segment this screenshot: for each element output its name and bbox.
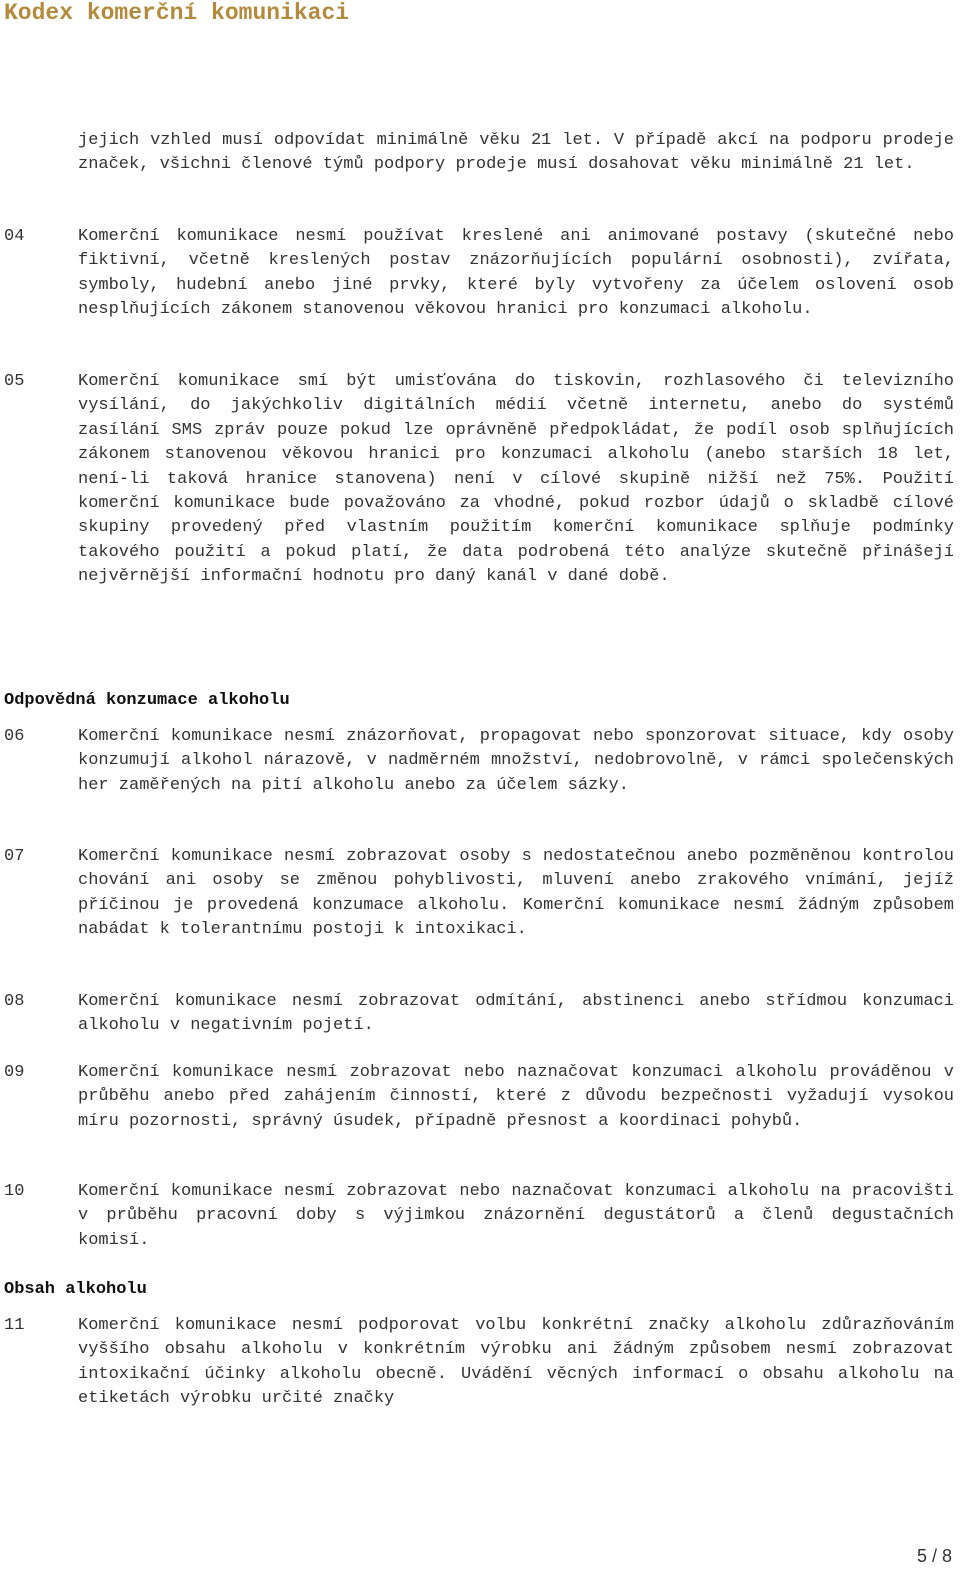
paragraph-text: jejich vzhled musí odpovídat minimálně věku 21 let. V případě akcí na podporu prodeje značek, všichni členové týmů podpory prodeje musí dosahovat věku minimálně 21 let. <box>78 131 954 175</box>
paragraph-number: 08 <box>4 992 25 1011</box>
paragraph-04 <box>4 225 954 323</box>
paragraph-number: 10 <box>4 1182 25 1201</box>
paragraph-text: Komerční komunikace nesmí používat kreslené ani animované postavy (skutečné nebo fiktivní, včetně kreslených postav znázorňujících populární osobnosti), zvířata, symboly, hudební anebo jiné prvky, které byly vytvořeny za účelem oslovení osob nesplňujících zákonem stanovenou věkovou hranici pro konzumaci alkoholu. <box>78 227 954 320</box>
paragraph-text: Komerční komunikace nesmí podporovat volbu konkrétní značky alkoholu zdůrazňováním vyššího obsahu alkoholu v konkrétním výrobku ani žádným způsobem nesmí zobrazovat intoxikační účinky alkoholu obecně. Uvádění věcných informací o obsahu alkoholu na etiketách výrobku určité značky <box>78 1316 954 1409</box>
paragraph-07 <box>4 845 954 943</box>
paragraph-05 <box>4 370 954 590</box>
paragraph-number: 04 <box>4 227 25 246</box>
paragraph-intro-continuation <box>4 129 954 178</box>
paragraph-text: Komerční komunikace nesmí znázorňovat, propagovat nebo sponzorovat situace, kdy osoby konzumují alkohol nárazově, v nadměrném množství, nedobrovolně, v rámci společenských her zaměřených na pití alkoholu anebo za účelem sázky. <box>78 727 954 795</box>
paragraph-text: Komerční komunikace nesmí zobrazovat nebo naznačovat konzumaci alkoholu prováděnou v průběhu anebo před zahájením činností, které z důvodu bezpečnosti vyžadují vysokou míru pozornosti, správný úsudek, případně přesnost a koordinaci pohybů. <box>78 1063 954 1131</box>
paragraph-text: Komerční komunikace nesmí zobrazovat odmítání, abstinenci anebo střídmou konzumaci alkoholu v negativním pojetí. <box>78 992 954 1036</box>
paragraph-06 <box>4 725 954 798</box>
paragraph-10 <box>4 1180 954 1253</box>
page-number: 5 / 8 <box>916 1546 952 1566</box>
paragraph-number: 06 <box>4 727 25 746</box>
section-heading-responsible-consumption: Odpovědná konzumace alkoholu <box>4 691 290 710</box>
paragraph-09 <box>4 1061 954 1134</box>
paragraph-number: 09 <box>4 1063 25 1082</box>
section-heading-alcohol-content: Obsah alkoholu <box>4 1280 147 1299</box>
paragraph-text: Komerční komunikace nesmí zobrazovat nebo naznačovat konzumaci alkoholu na pracovišti v průběhu pracovní doby s výjimkou znázornění degustátorů a členů degustačních komisí. <box>78 1182 954 1250</box>
paragraph-number: 05 <box>4 372 25 391</box>
paragraph-08 <box>4 990 954 1039</box>
paragraph-11 <box>4 1314 954 1412</box>
paragraph-number: 07 <box>4 847 25 866</box>
paragraph-number: 11 <box>4 1316 25 1335</box>
paragraph-text: Komerční komunikace smí být umisťována do tiskovin, rozhlasového či televizního vysílání, do jakýchkoliv digitálních médií včetně internetu, anebo do systémů zasílání SMS zpráv pouze pokud lze oprávněně předpokládat, že podíl osob splňujících zákonem stanovenou věkovou hranici pro konzumaci alkoholu (anebo starších 18 let, není-li taková hranice stanovena) není v cílové skupině nižší než 75%. Použití komerční komunikace bude považováno za vhodné, pokud rozbor údajů o skladbě cílové skupiny provedený před vlastním použitím komerční komunikace splňuje podmínky takového použití a pokud platí, že data podrobená této analýze skutečně přinášejí nejvěrnější informační hodnotu pro daný kanál v dané době. <box>78 372 954 587</box>
document-title: Kodex komerční komunikaci <box>4 0 350 26</box>
paragraph-text: Komerční komunikace nesmí zobrazovat osoby s nedostatečnou anebo pozměněnou kontrolou chování ani osoby se změnou pohyblivosti, mluvení anebo zrakového vnímání, jejíž příčinou je provedená konzumace alkoholu. Komerční komunikace nesmí žádným způsobem nabádat k tolerantnímu postoji k intoxikaci. <box>78 847 954 940</box>
